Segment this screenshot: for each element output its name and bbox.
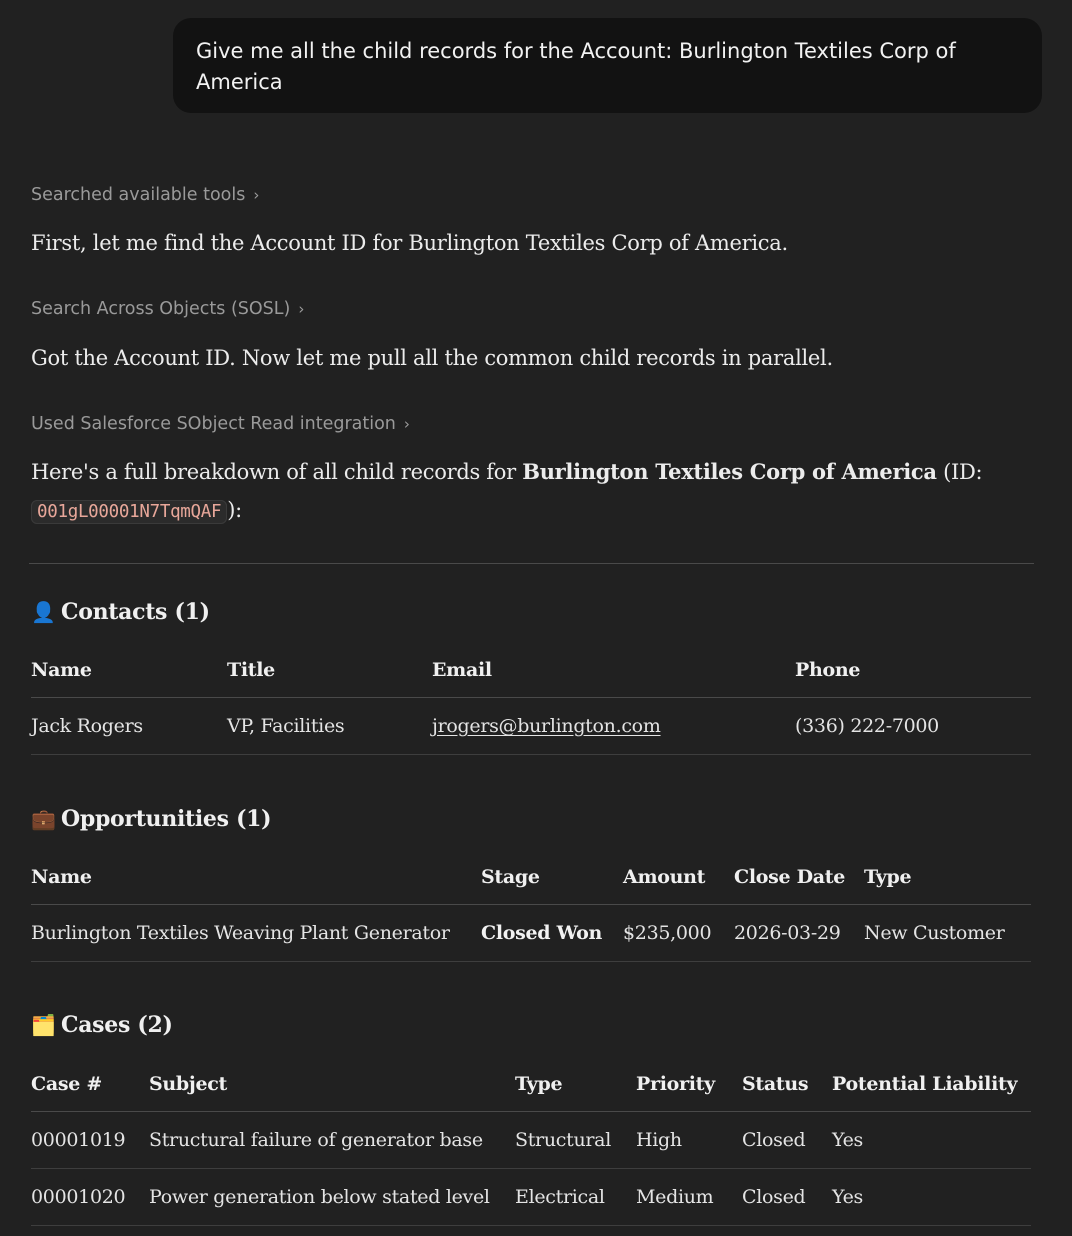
column-header: Priority [636, 1056, 742, 1112]
cases-table [31, 1056, 1031, 1226]
tool-step-label: Used Salesforce SObject Read integration [31, 414, 396, 434]
column-header: Status [742, 1056, 832, 1112]
contacts-table [31, 642, 1031, 755]
opportunities-heading [31, 806, 271, 832]
column-header: Case # [31, 1056, 149, 1112]
summary-id-prefix: (ID: [936, 460, 983, 484]
case-liability: Yes [832, 1169, 1031, 1226]
case-status: Closed [742, 1169, 832, 1226]
contact-name: Jack Rogers [31, 698, 227, 755]
column-header: Email [432, 642, 795, 698]
column-header: Stage [481, 849, 623, 905]
table-row [31, 1112, 1031, 1169]
account-name: Burlington Textiles Corp of America [522, 459, 937, 484]
summary-id-suffix: ): [227, 498, 242, 522]
column-header: Type [515, 1056, 636, 1112]
case-priority: Medium [636, 1169, 742, 1226]
opportunities-title: Opportunities (1) [61, 806, 272, 832]
chevron-right-icon: › [253, 186, 260, 204]
opportunity-close-date: 2026-03-29 [734, 905, 864, 962]
contact-email-link[interactable]: jrogers@burlington.com [432, 715, 661, 737]
opportunity-amount: $235,000 [623, 905, 734, 962]
case-priority: High [636, 1112, 742, 1169]
tool-step-sosl[interactable] [31, 299, 304, 319]
account-id-code: 001gL00001N7TqmQAF [31, 500, 227, 524]
case-subject: Power generation below stated level [149, 1169, 515, 1226]
case-number: 00001019 [31, 1112, 149, 1169]
case-liability: Yes [832, 1112, 1031, 1169]
assistant-text-1: First, let me find the Account ID for Burlington Textiles Corp of America. [31, 231, 788, 255]
case-subject: Structural failure of generator base [149, 1112, 515, 1169]
table-row [31, 698, 1031, 755]
column-header: Phone [795, 642, 1031, 698]
user-message-text: Give me all the child records for the Account: Burlington Textiles Corp of America [196, 39, 956, 94]
column-header: Type [864, 849, 1031, 905]
opportunity-stage: Closed Won [481, 905, 623, 962]
opportunities-table [31, 849, 1031, 962]
cases-heading [31, 1012, 173, 1038]
case-type: Structural [515, 1112, 636, 1169]
summary-prefix: Here's a full breakdown of all child records for [31, 460, 523, 484]
briefcase-icon: 💼 [31, 807, 56, 831]
cases-title: Cases (2) [61, 1012, 173, 1038]
table-row [31, 905, 1031, 962]
user-message-bubble [173, 18, 1042, 113]
column-header: Title [227, 642, 432, 698]
tool-step-searched-tools[interactable] [31, 185, 259, 205]
opportunity-name: Burlington Textiles Weaving Plant Generator [31, 905, 481, 962]
assistant-text-2: Got the Account ID. Now let me pull all the common child records in parallel. [31, 346, 833, 370]
tool-step-label: Searched available tools [31, 185, 246, 205]
column-header: Subject [149, 1056, 515, 1112]
contacts-heading [31, 599, 210, 625]
column-header: Name [31, 849, 481, 905]
case-type: Electrical [515, 1169, 636, 1226]
chevron-right-icon: › [298, 300, 305, 318]
opportunity-type: New Customer [864, 905, 1031, 962]
case-number: 00001020 [31, 1169, 149, 1226]
chevron-right-icon: › [403, 415, 410, 433]
tool-step-sobject-read[interactable] [31, 414, 410, 434]
card-index-dividers-icon: 🗂️ [31, 1013, 56, 1037]
summary-paragraph [31, 453, 1031, 531]
contact-title: VP, Facilities [227, 698, 432, 755]
divider [29, 563, 1034, 564]
column-header: Name [31, 642, 227, 698]
column-header: Potential Liability [832, 1056, 1031, 1112]
column-header: Amount [623, 849, 734, 905]
person-icon: 👤 [31, 600, 56, 624]
column-header: Close Date [734, 849, 864, 905]
contacts-title: Contacts (1) [61, 599, 210, 625]
tool-step-label: Search Across Objects (SOSL) [31, 299, 291, 319]
table-row [31, 1169, 1031, 1226]
case-status: Closed [742, 1112, 832, 1169]
contact-phone: (336) 222-7000 [795, 698, 1031, 755]
